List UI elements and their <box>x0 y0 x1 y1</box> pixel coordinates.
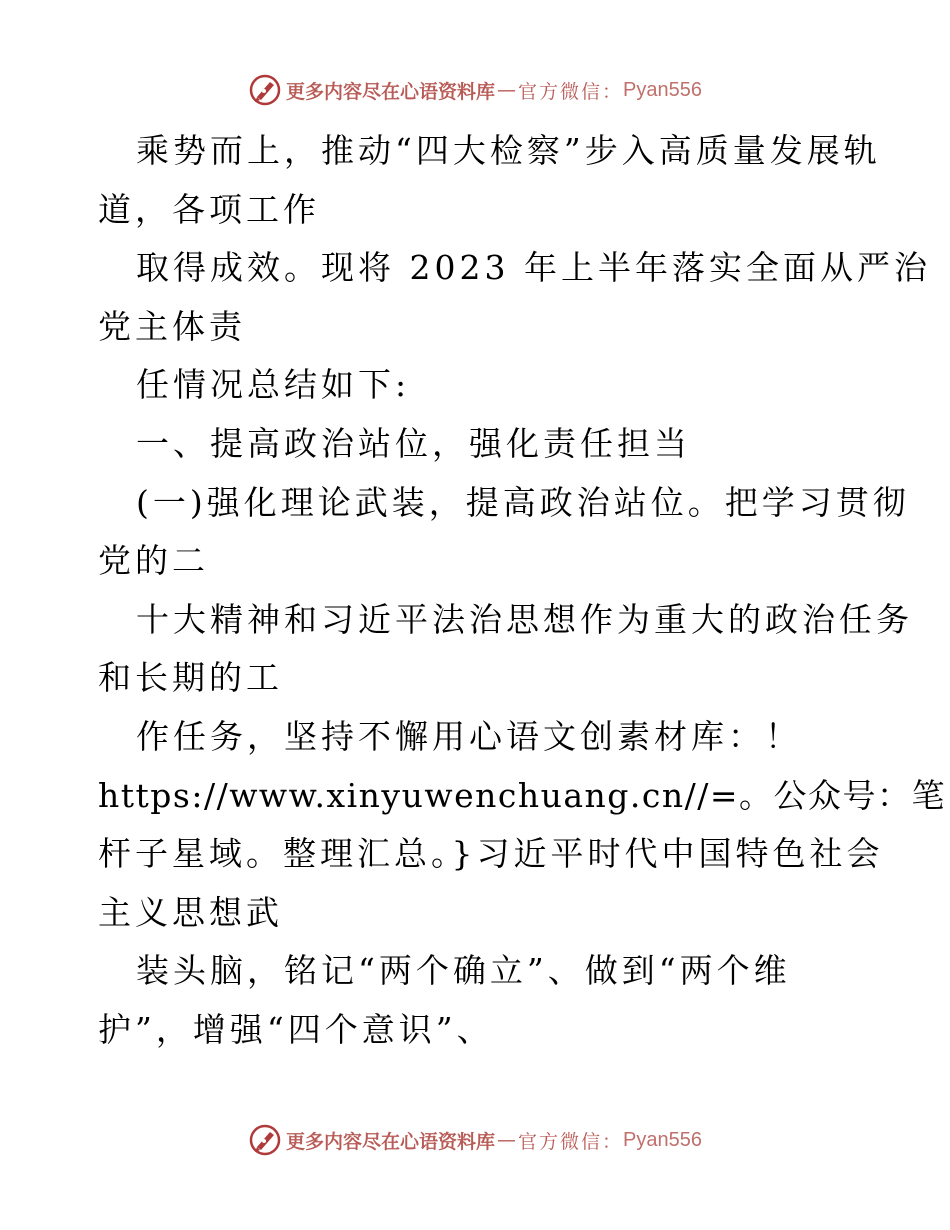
footer-wechat-id: Pyan556 <box>623 1128 702 1151</box>
pen-logo-icon <box>248 73 282 107</box>
header-banner-dash: — <box>497 79 517 101</box>
text-line: 任情况总结如下: <box>136 365 411 405</box>
pen-logo-icon <box>248 1123 282 1157</box>
footer-banner-text: 更多内容尽在心语资料库 <box>286 1130 496 1153</box>
text-line: 作任务，坚持不懈用心语文创素材库：！ <box>136 716 802 756</box>
footer-wechat-label: 官方微信： <box>518 1130 624 1153</box>
section-heading: 一、提高政治站位，强化责任担当 <box>136 423 691 463</box>
header-banner-text: 更多内容尽在心语资料库 <box>286 80 496 103</box>
text-line: 党主体责 <box>98 306 246 346</box>
text-line: 十大精神和习近平法治思想作为重大的政治任务 <box>136 599 913 639</box>
document-body <box>98 122 947 1060</box>
text-line: 和长期的工 <box>98 658 283 698</box>
url-text-line: https://www.xinyuwenchuang.cn//=。公众号：笔 <box>98 775 947 815</box>
text-line: 乘势而上，推动“四大检察”步入高质量发展轨 <box>136 131 881 170</box>
footer-banner-dash: — <box>497 1129 517 1151</box>
header-banner <box>0 70 950 110</box>
text-line: 道，各项工作 <box>98 189 320 229</box>
text-line: 党的二 <box>98 541 209 581</box>
text-line: 取得成效。现将 2023 年上半年落实全面从严治 <box>136 248 931 288</box>
footer-banner <box>0 1120 950 1160</box>
text-line: 主义思想武 <box>98 892 283 932</box>
header-wechat-label: 官方微信： <box>518 80 624 103</box>
text-line: 装头脑，铭记“两个确立”、做到“两个维 <box>136 951 791 991</box>
text-line: 杆子星域。整理汇总。}习近平时代中国特色社会 <box>98 834 884 874</box>
text-line: 护”，增强“四个意识”、 <box>98 1009 494 1049</box>
text-line: (一)强化理论武装，提高政治站位。把学习贯彻 <box>136 482 910 522</box>
header-wechat-id: Pyan556 <box>623 78 702 101</box>
